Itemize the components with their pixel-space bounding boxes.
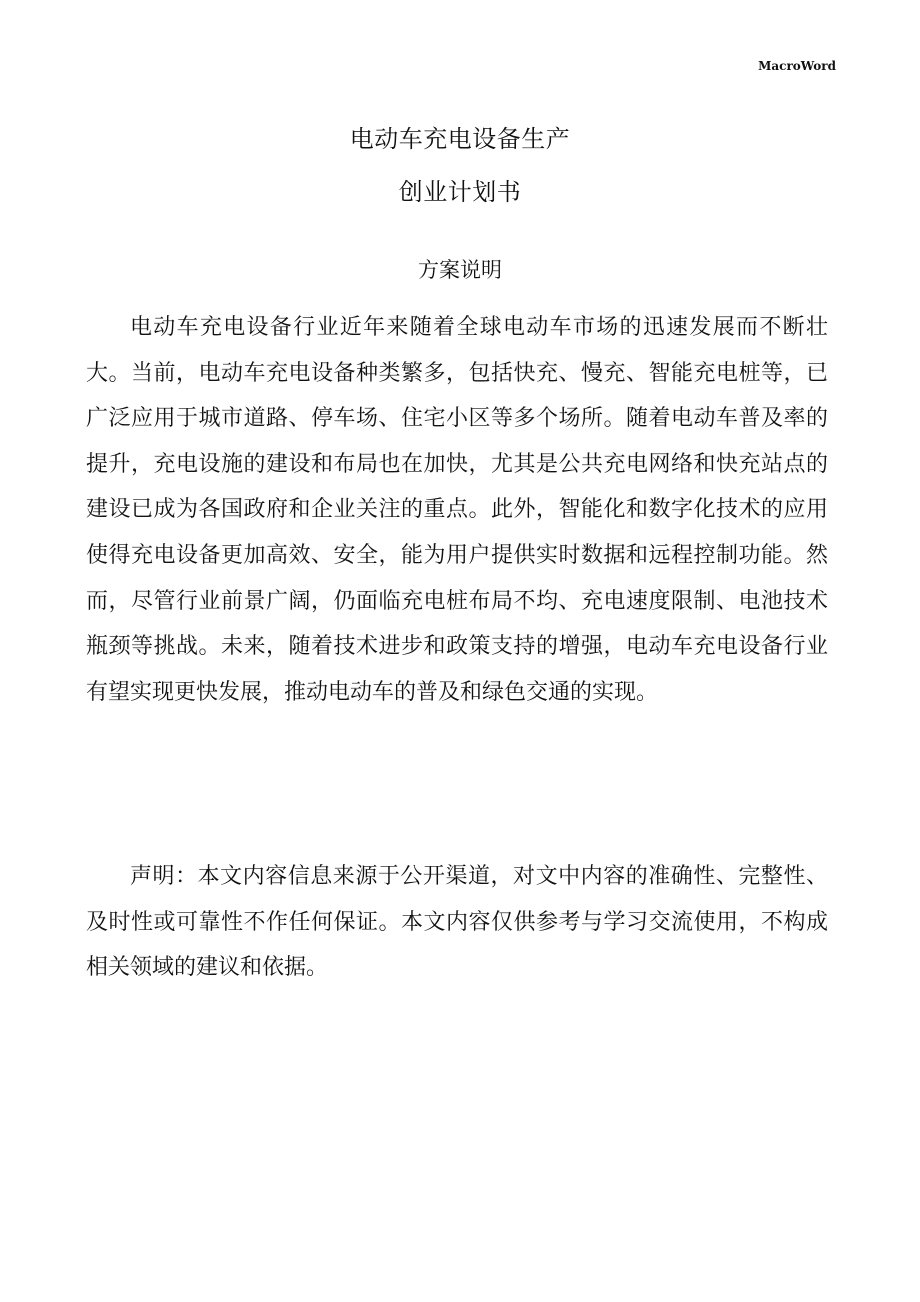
disclaimer-paragraph: 声明：本文内容信息来源于公开渠道，对文中内容的准确性、完整性、及时性或可靠性不作任何保证。本文内容仅供参考与学习交流使用，不构成相关领域的建议和依据。 <box>86 864 828 981</box>
document-title-line-1: 电动车充电设备生产 <box>349 125 571 153</box>
section-heading: 方案说明 <box>418 258 502 282</box>
header-brand: MacroWord <box>758 59 836 73</box>
intro-paragraph: 电动车充电设备行业近年来随着全球电动车市场的迅速发展而不断壮大。当前，电动车充电设备种类繁多，包括快充、慢充、智能充电桩等，已广泛应用于城市道路、停车场、住宅小区等多个场所。随着电动车普及率的提升，充电设施的建设和布局也在加快，尤其是公共充电网络和快充站点的建设已成为各国政府和企业关注的重点。此外，智能化和数字化技术的应用使得充电设备更加高效、安全，能为用户提供实时数据和远程控制功能。然而，尽管行业前景广阔，仍面临充电桩布局不均、充电速度限制、电池技术瓶颈等挑战。未来，随着技术进步和政策支持的增强，电动车充电设备行业有望实现更快发展，推动电动车的普及和绿色交通的实现。 <box>86 315 828 705</box>
document-title-line-2: 创业计划书 <box>398 178 522 206</box>
